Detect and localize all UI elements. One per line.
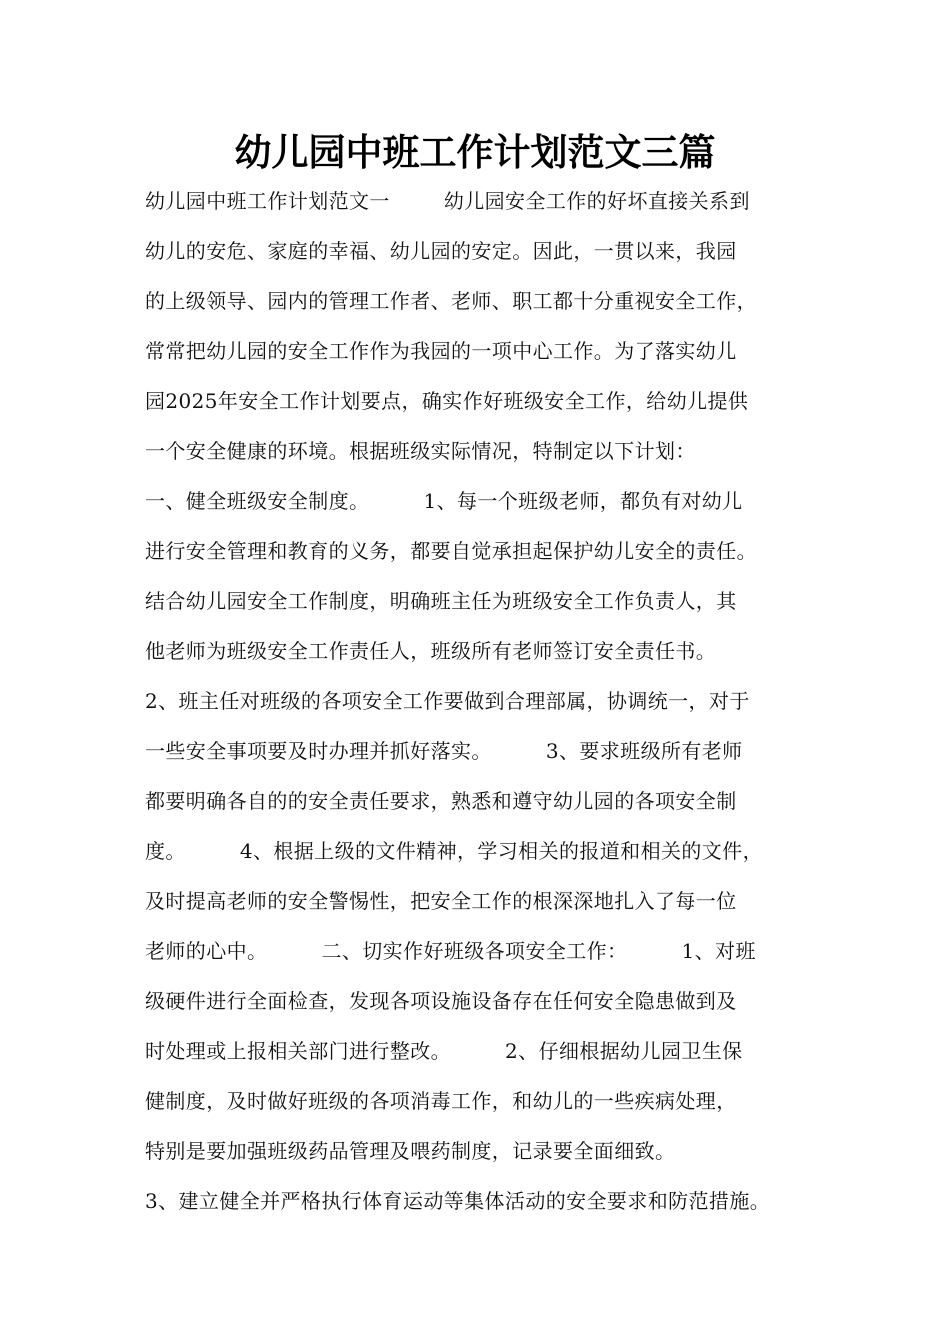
body-line-15: 及时提高老师的安全警惕性，把安全工作的根深深地扎入了每一位 bbox=[145, 889, 737, 913]
body-line-2: 幼儿的安危、家庭的幸福、幼儿园的安定。因此，一贯以来，我园 bbox=[145, 239, 737, 263]
body-line-12: 一些安全事项要及时办理并抓好落实。 3、要求班级所有老师 bbox=[145, 739, 743, 763]
body-line-11: 2、班主任对班级的各项安全工作要做到合理部属，协调统一，对于 bbox=[145, 689, 750, 713]
body-line-9: 结合幼儿园安全工作制度，明确班主任为班级安全工作负责人，其 bbox=[145, 589, 737, 613]
body-line-1: 幼儿园中班工作计划范文一 幼儿园安全工作的好坏直接关系到 bbox=[145, 189, 750, 213]
body-line-20: 特别是要加强班级药品管理及喂药制度，记录要全面细致。 bbox=[145, 1139, 676, 1163]
body-line-6: 一个安全健康的环境。根据班级实际情况，特制定以下计划： bbox=[145, 439, 696, 463]
body-line-16: 老师的心中。 二、切实作好班级各项安全工作： 1、对班 bbox=[145, 939, 756, 963]
body-line-14: 度。 4、根据上级的文件精神，学习相关的报道和相关的文件， bbox=[145, 839, 763, 863]
body-line-17: 级硬件进行全面检查，发现各项设施设备存在任何安全隐患做到及 bbox=[145, 989, 737, 1013]
document-title: 幼儿园中班工作计划范文三篇 bbox=[234, 131, 716, 174]
body-line-13: 都要明确各自的的安全责任要求，熟悉和遵守幼儿园的各项安全制 bbox=[145, 789, 737, 813]
body-line-19: 健制度，及时做好班级的各项消毒工作，和幼儿的一些疾病处理， bbox=[145, 1089, 737, 1113]
body-line-8: 进行安全管理和教育的义务，都要自觉承担起保护幼儿安全的责任。 bbox=[145, 539, 757, 563]
body-line-3: 的上级领导、园内的管理工作者、老师、职工都十分重视安全工作， bbox=[145, 289, 757, 313]
body-line-7: 一、健全班级安全制度。 1、每一个班级老师，都负有对幼儿 bbox=[145, 489, 743, 513]
body-line-18: 时处理或上报相关部门进行整改。 2、仔细根据幼儿园卫生保 bbox=[145, 1039, 743, 1063]
body-line-10: 他老师为班级安全工作责任人，班级所有老师签订安全责任书。 bbox=[145, 639, 717, 663]
body-line-21: 3、建立健全并严格执行体育运动等集体活动的安全要求和防范措施。 bbox=[145, 1189, 771, 1213]
body-line-4: 常常把幼儿园的安全工作作为我园的一项中心工作。为了落实幼儿 bbox=[145, 339, 737, 363]
body-line-5: 园2025年安全工作计划要点，确实作好班级安全工作，给幼儿提供 bbox=[145, 389, 749, 413]
